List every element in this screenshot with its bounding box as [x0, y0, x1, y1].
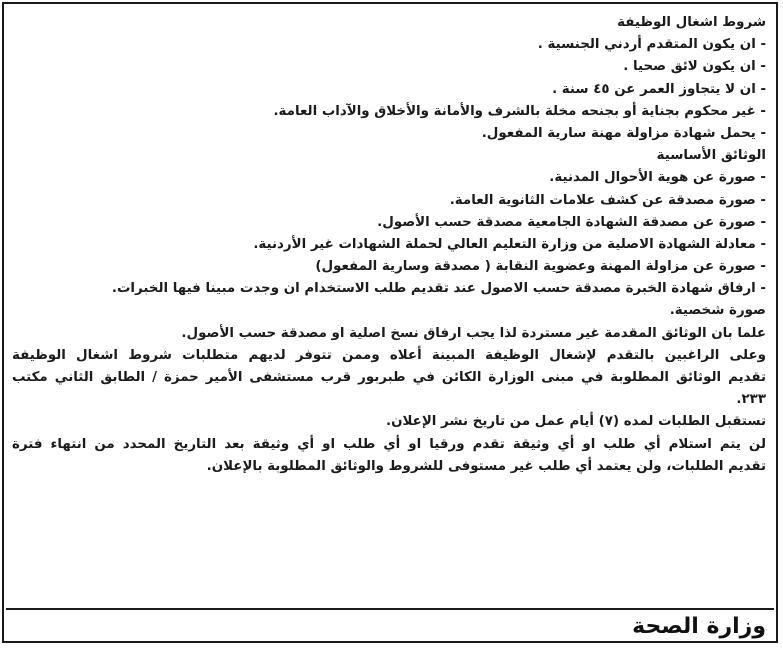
document-item: - معادلة الشهادة الاصلية من وزارة التعليم العالي لحملة الشهادات غير الأردنية.	[253, 236, 766, 252]
condition-item: - ان لا يتجاوز العمر عن ٤٥ سنة .	[552, 81, 766, 97]
condition-item: - يحمل شهادة مزاولة مهنة سارية المفعول.	[481, 125, 766, 141]
organization-name: وزارة الصحة	[632, 614, 766, 639]
document-item: - صورة مصدقة عن كشف علامات الثانوية العامة.	[449, 192, 766, 208]
condition-item: - ان يكون لائق صحيا .	[623, 59, 766, 75]
disclaimer-line: تقديم الطلبات، ولن يعتمد أي طلب غير مستوفى للشروط والوثائق المطلوبة بالإعلان.	[206, 458, 766, 474]
document-item: - ارفاق شهادة الخبرة مصدقة حسب الاصول عند تقديم طلب الاستخدام ان وجدت مبينا فيها الخبرات.	[111, 281, 766, 297]
documents-heading: الوثائق الأساسية	[656, 148, 766, 164]
application-instructions-line: وعلى الراغبين بالتقدم لإشغال الوظيفة المبينة أعلاه وممن تتوفر لديهم متطلبات شروط اشغال الوظيفة	[12, 347, 766, 363]
application-instructions-line: ٢٣٣.	[736, 392, 766, 408]
application-instructions-line: تقديم الوثائق المطلوبة في مبنى الوزارة الكائن في طبربور قرب مستشفى الأمير حمزة / الطابق الثاني مكتب	[12, 370, 766, 385]
document-item: صورة شخصية.	[669, 303, 766, 319]
footer-divider	[6, 608, 774, 610]
document-item: - صورة عن مزاولة المهنة وعضوية النقابة ( مصدقة وسارية المفعول)	[315, 259, 766, 275]
condition-item: - ان يكون المتقدم أردني الجنسية .	[537, 37, 766, 53]
document-item: - صورة عن هوية الأحوال المدنية.	[549, 170, 766, 186]
advertisement-frame	[2, 2, 778, 643]
document-item: - صورة عن مصدقة الشهادة الجامعية مصدقة حسب الأصول.	[377, 214, 766, 230]
condition-item: - غير محكوم بجناية أو بجنحه مخلة بالشرف والأمانة والأخلاق والآداب العامة.	[273, 103, 766, 119]
advertisement-body	[12, 12, 766, 478]
documents-note: علما بان الوثائق المقدمة غير مستردة لذا يجب ارفاق نسخ اصلية او مصدقة حسب الأصول.	[181, 325, 766, 341]
application-deadline: تستقبل الطلبات لمده (٧) أيام عمل من تاريخ نشر الإعلان.	[386, 414, 766, 430]
disclaimer-line: لن يتم استلام أي طلب او أي وثيقة تقدم ورقيا او أي طلب او أي وثيقة بعد التاريخ المحدد من انتهاء فترة	[12, 436, 766, 452]
conditions-heading: شروط اشغال الوظيفة	[617, 15, 766, 30]
